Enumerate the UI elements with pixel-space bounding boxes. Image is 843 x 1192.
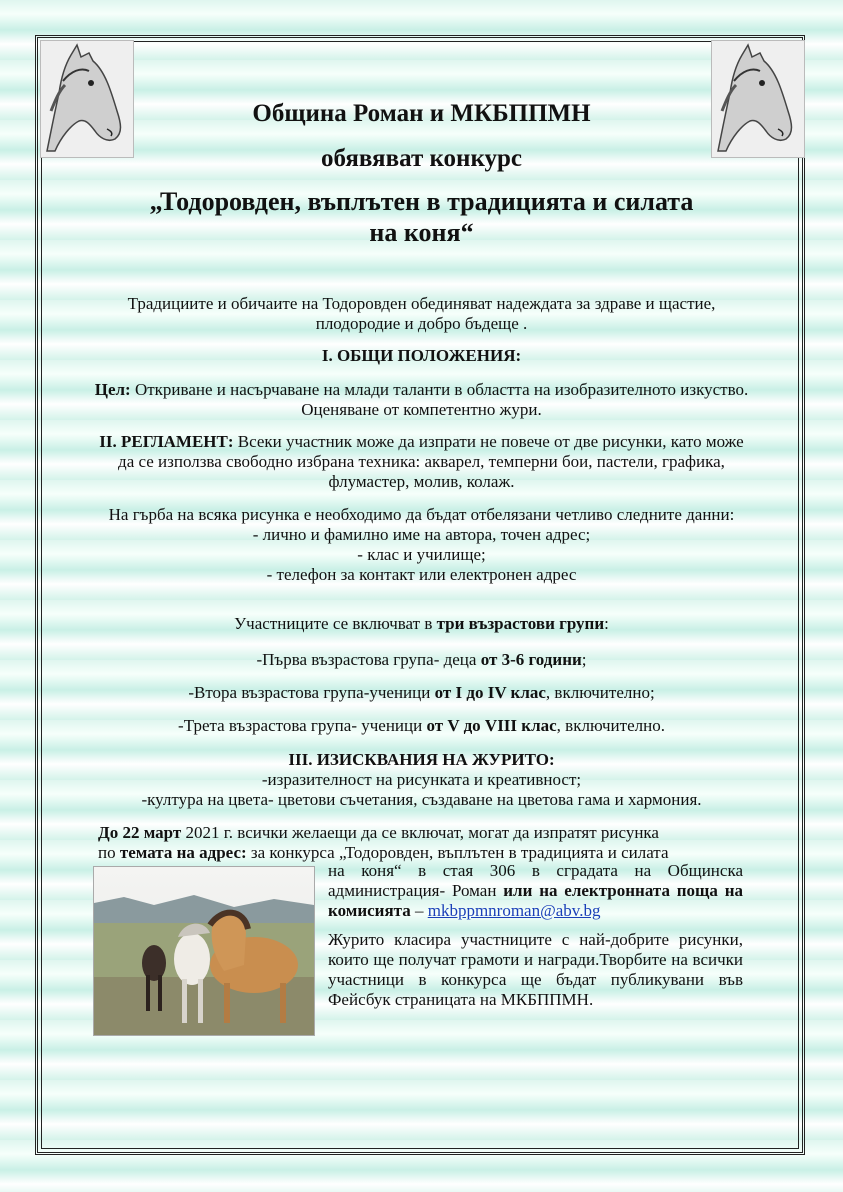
jury-criterion-2: -култура на цвета- цветови съчетания, създаване на цветова гама и хармония. [141,790,702,809]
age-group-1: -Първа възрастова група- деца от 3-6 години; [256,650,587,669]
submission-paragraph: на коня“ в стая 306 в сградата на Общинска администрация- Роман или на електронната поща на комисията – mkbppmnroman@abv.bg [328,861,743,920]
rules-paragraph [90,432,753,492]
contest-title: „Тодоровден, въплътен в традицията и силата на коня“ [149,187,694,247]
horse-head-drawing-left [40,40,134,158]
awards-paragraph: Журито класира участниците с най-добрите рисунки, които ще получат грамоти и награди.Творбите на всички участници в конкурса ще бъдат публикувани във Фейсбук страницата на МКБППМН. [328,930,743,1009]
back-info-intro: На гърба на всяка рисунка е необходимо да бъдат отбелязани четливо следните данни: [108,505,735,524]
goal-text: Откриване и насърчаване на млади таланти в областта на изобразителното изкуство. Оценяване от компетентно жури. [130,380,749,419]
deadline-date: До 22 март [98,823,182,842]
section-3-heading: III. ИЗИСКВАНИЯ НА ЖУРИТО: [288,750,555,769]
section-1-heading: I. ОБЩИ ПОЛОЖЕНИЯ: [321,346,522,365]
back-info-item: - лично и фамилно име на автора, точен адрес; [252,525,591,544]
groups-intro: Участниците се включват в три възрастови групи: [234,614,609,633]
goal-label: Цел: [94,380,131,399]
jury-criterion-1: -изразителност на рисунката и креативност; [261,770,582,789]
horse-head-drawing-right [711,40,805,158]
back-info-item: - телефон за контакт или електронен адрес [266,565,577,584]
horses-photo [93,866,315,1036]
title-line-1: Община Роман и МКБППМН [252,100,591,127]
rules-text: Всеки участник може да изпрати не повече от две рисунки, като може да се използва свободно избрана техника: акварел, темперни бои, пастели, графика, флумастер, молив, колаж. [118,432,744,491]
back-info-item: - клас и училище; [357,545,486,564]
age-group-2: -Втора възрастова група-ученици от I до IV клас, включително; [188,683,655,702]
age-group-3: -Трета възрастова група- ученици от V до VIII клас, включително. [178,716,665,735]
intro-paragraph: Традициите и обичаите на Тодоровден обединяват надеждата за здраве и щастие, плодородие и добро бъдеще . [127,294,716,333]
back-info-block [90,505,753,585]
deadline-paragraph: До 22 март 2021 г. всички желаещи да се включат, могат да изпратят рисунка по темата на адрес: за конкурса „Тодоровден, въплътен в традицията и силата [98,823,669,862]
title-line-2: обявяват конкурс [320,145,522,172]
goal-paragraph [90,380,753,420]
section-2-heading: II. РЕГЛАМЕНТ: [99,432,234,451]
email-link[interactable]: mkbppmnroman@abv.bg [427,901,601,920]
